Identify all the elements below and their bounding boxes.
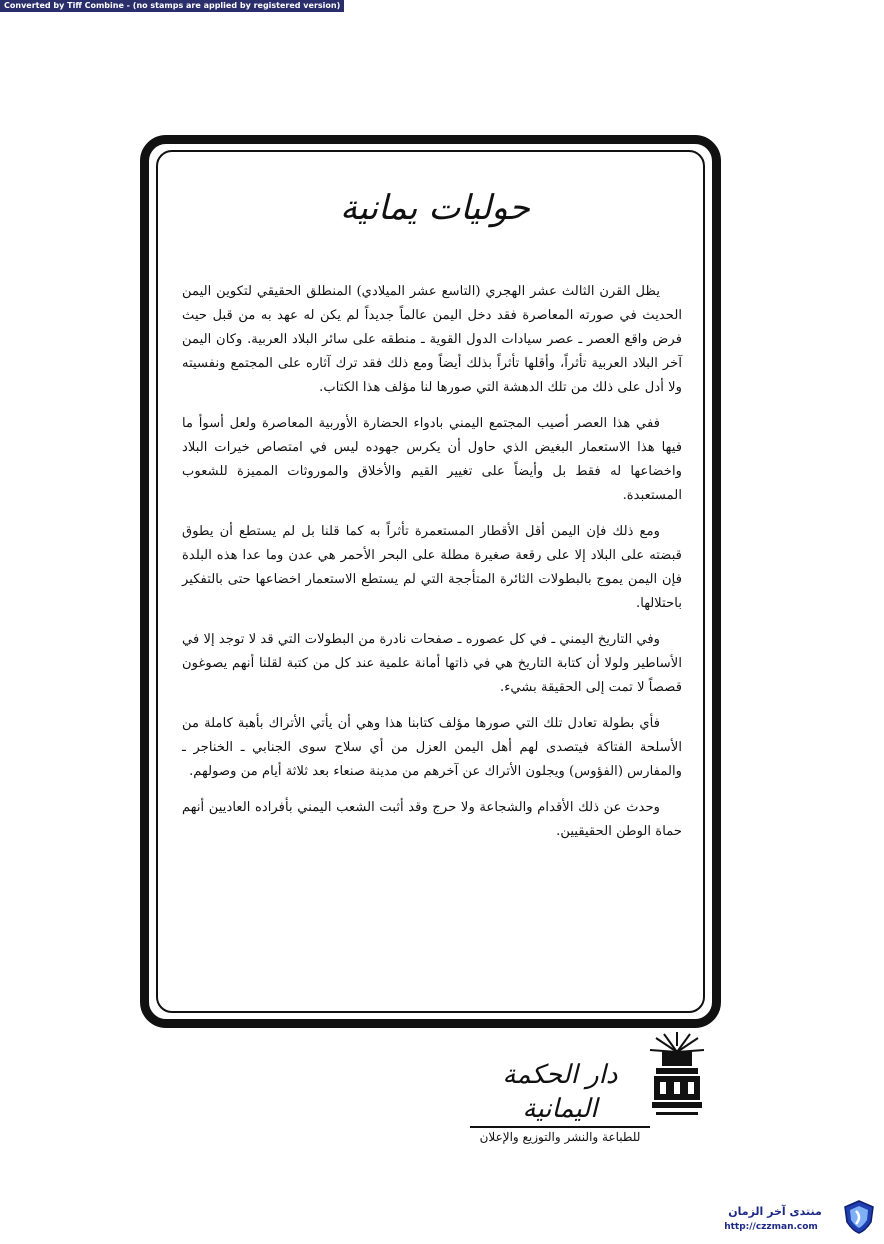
paragraph: فأي بطولة تعادل تلك التي صورها مؤلف كتابنا هذا وهي أن يأتي الأتراك بأهبة كاملة من الأسلحة الفتاكة فيتصدى لهم أهل اليمن العزل من أي سلاح سوى الجنابي ـ الخناجر ـ والمفارس (الفؤوس) ويجلون الأتراك عن آخرهم من مدينة صنعاء بعد ثلاثة أيام من وصولهم.	[182, 716, 682, 779]
paragraph: وفي التاريخ اليمني ـ في كل عصوره ـ صفحات نادرة من البطولات التي قد لا توجد إلا في الأساطير ولولا أن كتابة التاريخ هي في ذاتها أمانة علمية عند كل من كتبة لقلنا أنهم يصوغون قصصاً لا تمت إلى الحقيقة بشيء.	[182, 632, 682, 695]
paragraph: وحدث عن ذلك الأقدام والشجاعة ولا حرج وقد أثبت الشعب اليمني بأفراده العاديين أنهم حماة الوطن الحقيقيين.	[182, 800, 682, 839]
paragraph: يظل القرن الثالث عشر الهجري (التاسع عشر الميلادي) المنطلق الحقيقي لتكوين اليمن الحديث في صورته المعاصرة فقد دخل اليمن عالماً جديداً لم يكن له عهد به من قبل حيث فرض واقع العصر ـ عصر سيادات الدول القوية ـ منطقه على سائر البلاد العربية. وكان اليمن آخر البلاد العربية تأثراً، وأقلها تأثراً بذلك أيضاً ومع ذلك فقد ترك آثاره على المجتمع ونفسيته ولا أدل على ذلك من تلك الدهشة التي صورها لنا مؤلف هذا الكتاب.	[182, 284, 682, 395]
publisher-logo-icon	[648, 1030, 706, 1122]
publisher-name: دار الحكمة اليمانية	[502, 1060, 618, 1124]
converter-banner: Converted by Tiff Combine - (no stamps are applied by registered version)	[0, 0, 344, 12]
page-title: حوليات يمانية	[340, 188, 530, 228]
paragraph: ففي هذا العصر أصيب المجتمع اليمني بادواء الحضارة الأوربية المعاصرة ولعل أسوأ ما فيها هذا الاستعمار البغيض الذي حاول أن يكرس جهوده ليس في امتصاص خيرات البلاد واخضاعها له فقط بل وأيضاً على تغيير القيم والأخلاق والموروثات المميزة للشعوب المستعبدة.	[182, 416, 682, 503]
body-text	[182, 280, 682, 856]
forum-url[interactable]: http://czzman.com	[724, 1222, 818, 1232]
publisher-subtitle: للطباعة والنشر والتوزيع والإعلان	[470, 1126, 650, 1144]
shield-icon	[843, 1200, 875, 1234]
paragraph: ومع ذلك فإن اليمن أقل الأقطار المستعمرة تأثراً به كما قلنا بل لم يستطع أن يطوق قبضته على البلاد إلا على رقعة صغيرة مطلة على البحر الأحمر هي عدن وما عدا هذه البلدة فإن اليمن يموج بالبطولات الثائرة المتأججة التي لم يستطع الاستعمار اخضاعها حتى بالتفكير باحتلالها.	[182, 524, 682, 611]
forum-name: منتدى آخر الزمان	[728, 1205, 822, 1218]
publisher-imprint	[470, 1058, 650, 1144]
